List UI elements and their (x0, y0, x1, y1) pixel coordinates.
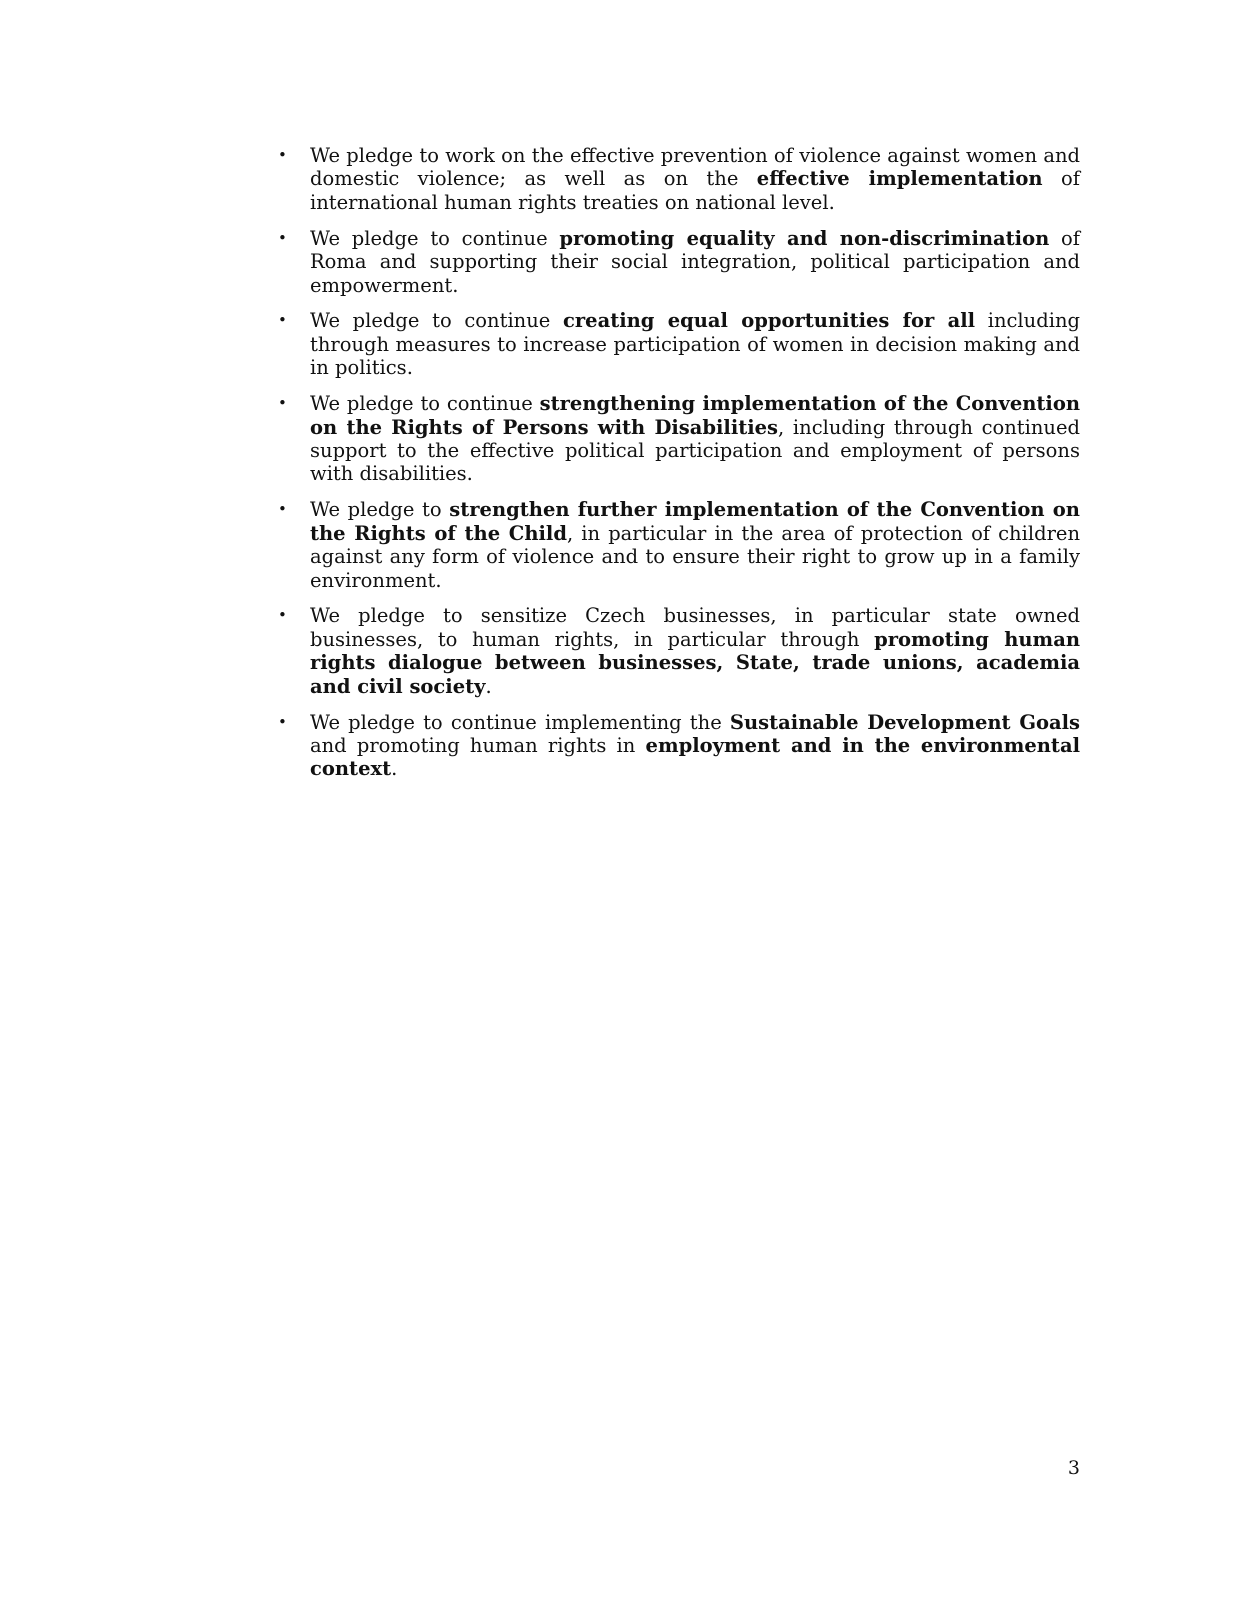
pledge-emphasis: promoting equality and non-discrimination (559, 226, 1050, 250)
pledge-segment: We pledge to work on the effective prevention of violence against women and domestic violence; as well as on the (310, 144, 1080, 191)
pledge-item (278, 309, 1080, 379)
pledge-segment: , in particular in the area of protection of children against any form of violence and to ensure their right to grow up in a family environment. (310, 521, 1080, 592)
pledge-list (278, 144, 1080, 793)
bullet-icon: • (278, 228, 287, 247)
pledge-item (278, 604, 1080, 698)
pledge-item (278, 227, 1080, 297)
pledge-segment: We pledge to sensitize Czech businesses, in particular state owned businesses, to human rights, in particular through (310, 604, 1080, 651)
pledge-segment: We pledge to continue (310, 226, 560, 250)
pledge-text (310, 392, 1080, 485)
pledge-emphasis: employment and in the environmental context (310, 733, 1080, 781)
pledge-text (310, 227, 1080, 297)
pledge-item (278, 711, 1080, 781)
pledge-text (310, 144, 1080, 214)
pledge-emphasis: strengthen further implementation of the Convention on the Rights of the Child (310, 498, 1080, 545)
bullet-icon: • (278, 712, 287, 731)
pledge-emphasis: Sustainable Development Goals (729, 710, 1080, 734)
pledge-item (278, 498, 1080, 592)
pledge-item (278, 392, 1080, 486)
pledge-segment: We pledge to continue (310, 392, 540, 416)
pledge-segment: , including through continued support to the effective political participation and employment of persons with disabilities. (310, 415, 1080, 486)
pledge-emphasis: creating equal opportunities for all (563, 309, 976, 333)
pledge-segment: We pledge to continue implementing the (310, 710, 730, 734)
bullet-icon: • (278, 146, 287, 164)
pledge-text (310, 711, 1080, 781)
pledge-text (310, 604, 1080, 697)
pledge-segment: . (391, 757, 398, 781)
pledge-emphasis: effective implementation (756, 167, 1043, 191)
pledge-segment: . (485, 674, 492, 698)
pledge-segment: including through measures to increase participation of women in decision making and in politics. (310, 309, 1080, 380)
bullet-icon: • (278, 606, 287, 625)
pledge-segment: of international human rights treaties on national level. (310, 167, 1080, 214)
pledge-segment: and promoting human rights in (310, 733, 646, 757)
pledge-text (310, 309, 1080, 379)
pledge-segment: of Roma and supporting their social integration, political participation and empowerment. (310, 226, 1081, 297)
bullet-icon: • (278, 311, 287, 330)
pledge-emphasis: strengthening implementation of the Convention on the Rights of Persons with Disabilities (310, 392, 1080, 439)
page-number: 3 (1067, 1457, 1080, 1479)
pledge-text (310, 498, 1080, 591)
pledge-item (278, 144, 1080, 214)
bullet-icon: • (278, 500, 287, 519)
bullet-icon: • (278, 394, 287, 413)
pledge-segment: We pledge to (310, 498, 450, 522)
pledge-emphasis: promoting human rights dialogue between businesses, State, trade unions, academia and civil society (310, 627, 1081, 698)
pledge-segment: We pledge to continue (310, 309, 564, 333)
